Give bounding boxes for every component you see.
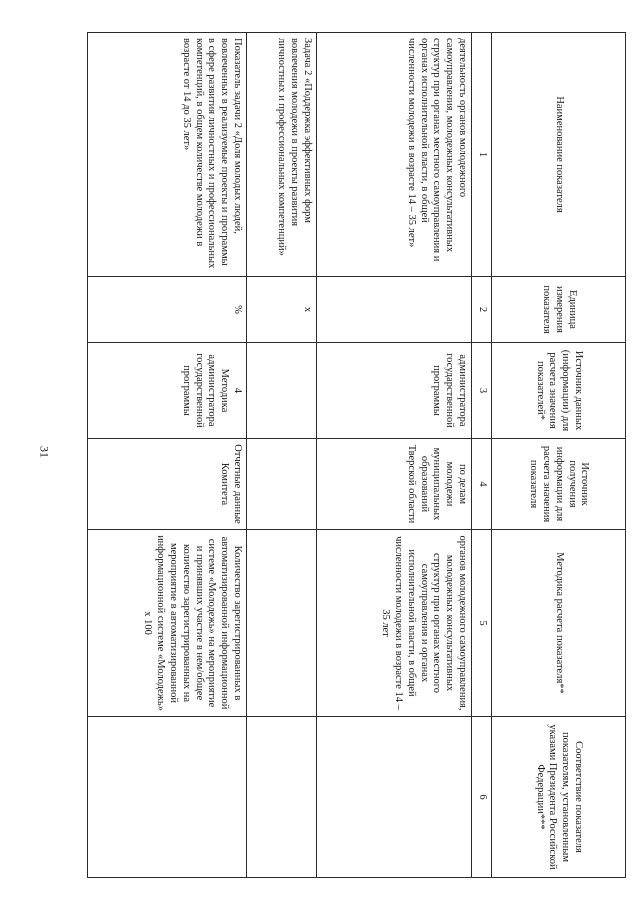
data-source-cell: администратора государственной программы bbox=[317, 343, 472, 439]
header-method: Методика расчета показателя** bbox=[492, 530, 626, 717]
data-source-text: Методика администратора государственной программы bbox=[180, 353, 231, 428]
compliance-cell bbox=[88, 717, 247, 878]
header-indicator-name: Наименование показателя bbox=[492, 33, 626, 277]
method-cell bbox=[247, 530, 317, 717]
unit-cell: % bbox=[88, 277, 247, 343]
unit-cell bbox=[317, 277, 472, 343]
method-cell: Количество зарегистрированных в автоматизированной информационной системе «Молодежь» на мероприятие и принявших участие в нем/общее количество зарегистрированных на мероприятие в автоматизированной информационной системе «Молодежь» х 100 bbox=[88, 530, 247, 717]
header-info-source: Источник получения информации для расчета значения показателя bbox=[492, 439, 626, 530]
header-unit: Единица измерения показателя bbox=[492, 277, 626, 343]
data-source-cell bbox=[88, 343, 247, 439]
data-source-number: 4 bbox=[232, 387, 243, 394]
column-number-row bbox=[472, 33, 492, 878]
indicator-name-cell: Показатель задачи 2 «Доля молодых людей, вовлеченных в реализуемые проекты и программы в сфере развития личностных и профессиональных компетенций, в общем количестве молодежи в возрасте от 14 до 35 лет» bbox=[88, 33, 247, 277]
table-row bbox=[88, 33, 247, 878]
indicator-name-cell: деятельность органов молодежного самоуправления, молодежных консультативных структур при органах местного самоуправления и органах исполнительной власти, в общей численности молодежи в возрасте 14 – 35 лет» bbox=[317, 33, 472, 277]
info-source-cell: по делам молодежи муниципальных образований Тверской области bbox=[317, 439, 472, 530]
column-number: 2 bbox=[472, 277, 492, 343]
indicator-table bbox=[87, 32, 626, 878]
unit-cell: х bbox=[247, 277, 317, 343]
page-number: 31 bbox=[37, 446, 52, 458]
header-data-source: Источник данных (информации) для расчета значения показателей* bbox=[492, 343, 626, 439]
column-number: 5 bbox=[472, 530, 492, 717]
rotated-page-content bbox=[88, 32, 626, 877]
method-cell: органов молодежного самоуправления, молодежных консультативных структур при органах местного самоуправления и органах исполнительной власти, в общей численности молодежи в возрасте 14 – 35 лет bbox=[317, 530, 472, 717]
info-source-cell: Отчетные данные Комитета bbox=[88, 439, 247, 530]
compliance-cell bbox=[247, 717, 317, 878]
compliance-cell bbox=[317, 717, 472, 878]
column-number: 6 bbox=[472, 717, 492, 878]
task-name-cell: Задача 2 «Поддержка эффективных форм вовлечения молодежи в проекты развития личностных и профессиональных компетенций» bbox=[247, 33, 317, 277]
info-source-cell bbox=[247, 439, 317, 530]
header-compliance: Соответствие показателя показателям, установленным указами Президента Российской Федерации*** bbox=[492, 717, 626, 878]
table-row bbox=[317, 33, 472, 878]
column-number: 1 bbox=[472, 33, 492, 277]
column-number: 4 bbox=[472, 439, 492, 530]
table-row bbox=[247, 33, 317, 878]
column-number: 3 bbox=[472, 343, 492, 439]
data-source-cell bbox=[247, 343, 317, 439]
table-header-row bbox=[492, 33, 626, 878]
